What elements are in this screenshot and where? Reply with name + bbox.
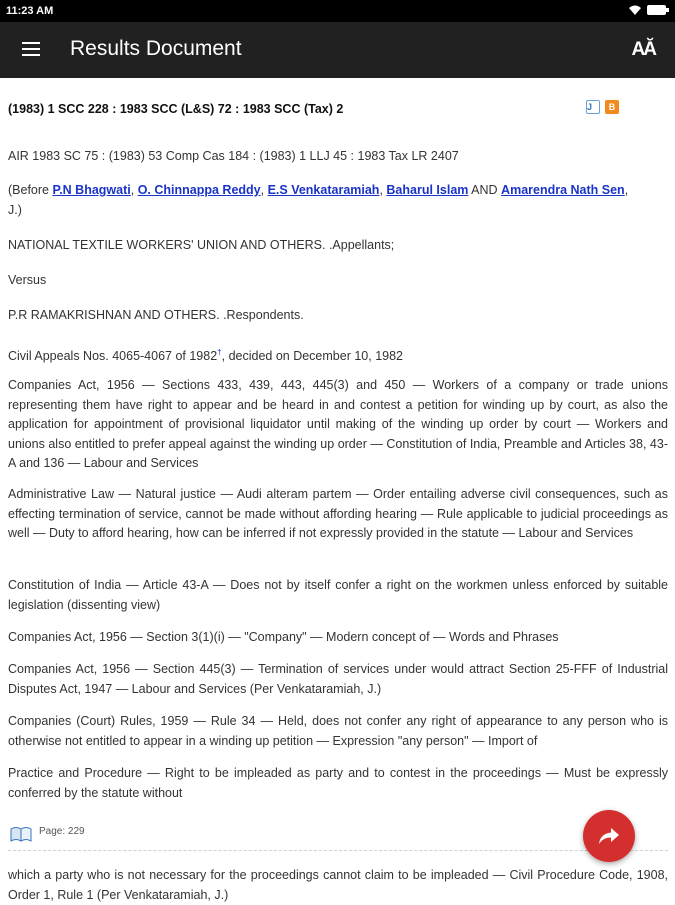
wifi-icon — [629, 5, 641, 15]
battery-icon — [647, 4, 669, 16]
bench-prefix: (Before — [8, 183, 53, 197]
versus: Versus — [8, 273, 47, 287]
judge-link[interactable]: Amarendra Nath Sen — [501, 183, 625, 197]
page-title: Results Document — [70, 37, 242, 60]
status-time: 11:23 AM — [6, 5, 54, 17]
menu-icon[interactable] — [22, 42, 40, 56]
headnote: Constitution of India — Article 43-A — Does not by itself confer a right on the workmen unless enforced by suitable legislation (dissenting view) — [8, 578, 668, 612]
decided-date: , decided on December 10, 1982 — [221, 349, 403, 364]
headnote: Administrative Law — Natural justice — Audi alteram partem — Order entailing adverse civil consequences, such as effecting termination of service, cannot be made without affording hearing — Rule applicable to judicial proceedings as well — Duty to afford hearing, how can be inferred if not expressly provided in the statute — Labour and Services — [8, 487, 668, 540]
respondents: P.R RAMAKRISHNAN AND OTHERS. .Respondents. — [8, 308, 304, 322]
share-button[interactable] — [583, 810, 635, 862]
appellants: NATIONAL TEXTILE WORKERS' UNION AND OTHERS. .Appellants; — [8, 238, 395, 252]
book-icon — [10, 826, 32, 842]
bench-suffix: J.) — [8, 202, 22, 217]
badge-group — [586, 100, 619, 114]
air-citation: AIR 1983 SC 75 : (1983) 53 Comp Cas 184 : (1983) 1 LLJ 45 : 1983 Tax LR 2407 — [8, 149, 459, 163]
bench-and: AND — [468, 183, 502, 197]
share-icon — [598, 826, 620, 846]
bench-sep: , — [379, 183, 387, 197]
headnote: Companies Act, 1956 — Section 445(3) — Termination of services under would attract Section 25-FFF of Industrial Disputes Act, 1947 — Labour and Services (Per Venkataramiah, J.) — [8, 662, 668, 696]
headnote: Practice and Procedure — Right to be impleaded as party and to contest in the proceedings — Must be expressly conferred by the statute without — [8, 766, 668, 800]
headnote: Companies Act, 1956 — Section 3(1)(i) — "Company" — Modern concept of — Words and Phrases — [8, 630, 559, 644]
badge-j[interactable]: J — [586, 100, 600, 114]
status-bar — [0, 0, 675, 22]
headnote: Companies Act, 1956 — Sections 433, 439, 443, 445(3) and 450 — Workers of a company or trade unions representing them have right to appear and be heard in and contest a petition for winding up by court, as also the application for appointment of provisional liquidator until making of the winding up order by court — Workers and unions also entitled to prefer appeal against the winding up order — Constitution of India, Preamble and Articles 38, 43-A and 136 — Labour and Services — [8, 378, 668, 470]
badge-b[interactable]: B — [605, 100, 619, 114]
page-marker — [8, 820, 668, 851]
judge-link[interactable]: E.S Venkataramiah — [267, 183, 380, 197]
bench-sep: , — [624, 183, 629, 197]
judge-link[interactable]: O. Chinnappa Reddy — [137, 183, 261, 197]
headnote: Companies (Court) Rules, 1959 — Rule 34 — Held, does not confer any right of appearance to any person who is otherwise not entitled to appear in a winding up petition — Expression "any person" — Import of — [8, 714, 668, 748]
app-bar — [0, 22, 675, 78]
appeal-line — [8, 343, 668, 367]
judge-link[interactable]: P.N Bhagwati — [52, 183, 131, 197]
appeal-number: Civil Appeals Nos. 4065-4067 of 1982 — [8, 349, 218, 364]
footnote-link[interactable]: † — [217, 348, 222, 357]
continuation-text: which a party who is not necessary for the proceedings cannot claim to be impleaded — Civil Procedure Code, 1908, Order 1, Rule 1 (Per Venkataramiah, J.) — [8, 868, 668, 902]
judge-link[interactable]: Baharul Islam — [386, 183, 469, 197]
bench-line — [8, 181, 668, 220]
bench-sep: , — [130, 183, 138, 197]
text-size-icon[interactable]: AĂ — [631, 39, 655, 60]
citation-header: (1983) 1 SCC 228 : 1983 SCC (L&S) 72 : 1983 SCC (Tax) 2 — [8, 102, 344, 116]
page-label: Page: 229 — [39, 826, 85, 837]
bench-sep: , — [260, 183, 268, 197]
